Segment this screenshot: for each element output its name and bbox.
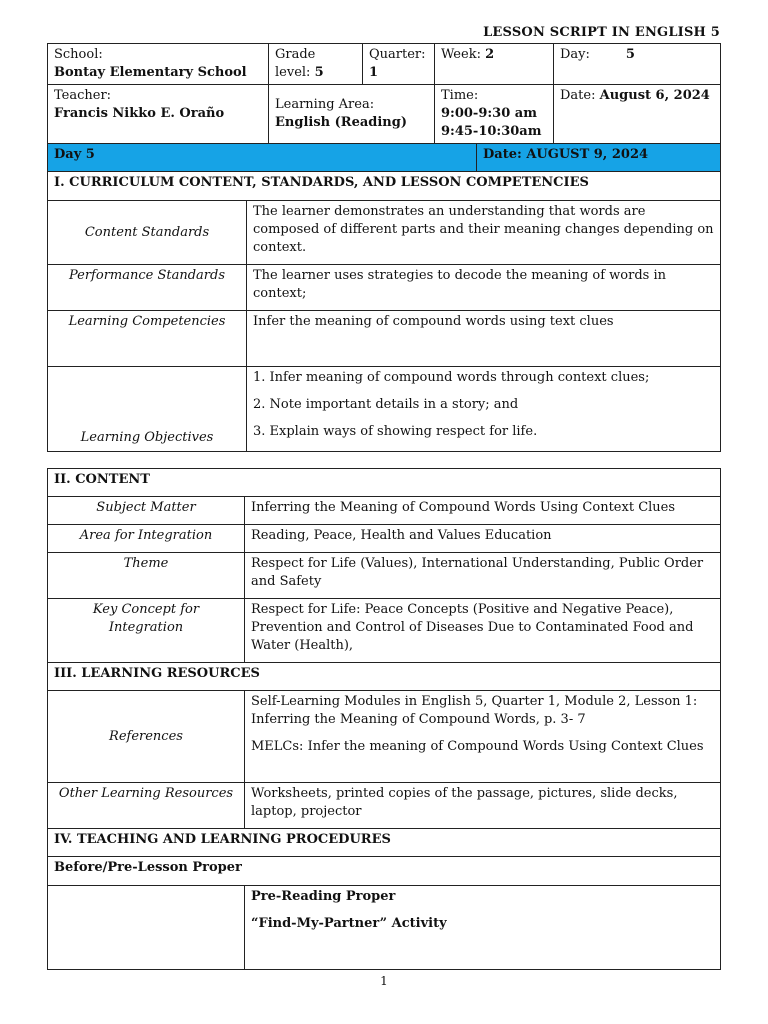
school-name: Bontay Elementary School	[54, 65, 247, 80]
day-cell: Day: 5	[554, 44, 721, 85]
section-heading: IV. TEACHING AND LEARNING PROCEDURES	[48, 829, 721, 857]
subject-matter-text: Inferring the Meaning of Compound Words Using Context Clues	[245, 497, 721, 525]
section-heading: II. CONTENT	[48, 469, 721, 497]
row-label: Area for Integration	[48, 525, 245, 553]
teacher-name: Francis Nikko E. Oraño	[54, 106, 225, 121]
references-text: Self-Learning Modules in English 5, Quarter 1, Module 2, Lesson 1: Inferring the Meaning of Compound Words, p. 3- 7 MELCs: Infer the meaning of Compound Words Using Context Clues	[245, 691, 721, 783]
quarter-cell: Quarter: 1	[363, 44, 435, 85]
objectives-list	[247, 367, 721, 452]
week-value: 2	[485, 47, 495, 62]
school-cell: School: Bontay Elementary School	[48, 44, 269, 85]
row-label: Learning Objectives	[48, 367, 247, 452]
row-label: Learning Competencies	[48, 311, 247, 367]
list-item: 2. Note important details in a story; and	[253, 397, 519, 412]
pre-reading-cell: Pre-Reading Proper “Find-My-Partner” Activity	[245, 886, 721, 970]
learning-area-cell: Learning Area: English (Reading)	[269, 85, 435, 144]
learning-area-value: English (Reading)	[275, 115, 407, 130]
grade-cell: Grade level: 5	[269, 44, 363, 85]
row-label: Key Concept for Integration	[48, 599, 245, 663]
section-heading: III. LEARNING RESOURCES	[48, 663, 721, 691]
content-standards-text: The learner demonstrates an understanding that words are composed of different parts and their meaning changes depending on context.	[247, 201, 721, 265]
day-banner: Day 5	[48, 144, 477, 172]
list-item: 3. Explain ways of showing respect for life.	[253, 424, 538, 439]
row-label: References	[48, 691, 245, 783]
row-label: Theme	[48, 553, 245, 599]
quarter-value: 1	[369, 65, 379, 80]
time-cell: Time: 9:00-9:30 am 9:45-10:30am	[435, 85, 554, 144]
document-title: LESSON SCRIPT IN ENGLISH 5	[483, 25, 720, 40]
week-cell: Week: 2	[435, 44, 554, 85]
list-item: 1. Infer meaning of compound words through context clues;	[253, 370, 650, 385]
row-label: Performance Standards	[48, 265, 247, 311]
competencies-text: Infer the meaning of compound words using text clues	[247, 311, 721, 367]
plan-date: Date: AUGUST 9, 2024	[477, 144, 721, 172]
other-resources-text: Worksheets, printed copies of the passage, pictures, slide decks, laptop, projector	[245, 783, 721, 829]
section-heading: I. CURRICULUM CONTENT, STANDARDS, AND LESSON COMPETENCIES	[48, 172, 721, 201]
day-value: 5	[625, 47, 635, 62]
date-cell: Date: August 6, 2024	[554, 85, 721, 144]
empty-label-cell	[48, 886, 245, 970]
theme-text: Respect for Life (Values), International Understanding, Public Order and Safety	[245, 553, 721, 599]
content-table	[47, 468, 721, 970]
grade-value: 5	[314, 65, 324, 80]
row-label: Content Standards	[48, 201, 247, 265]
curriculum-table	[47, 143, 721, 452]
teacher-cell: Teacher: Francis Nikko E. Oraño	[48, 85, 269, 144]
subsection-heading: Before/Pre-Lesson Proper	[48, 857, 721, 886]
row-label: Other Learning Resources	[48, 783, 245, 829]
integration-text: Reading, Peace, Health and Values Education	[245, 525, 721, 553]
page-number: 1	[380, 974, 388, 988]
header-table	[47, 43, 721, 144]
row-label: Subject Matter	[48, 497, 245, 525]
date-value: August 6, 2024	[599, 88, 710, 103]
key-concept-text: Respect for Life: Peace Concepts (Positive and Negative Peace), Prevention and Control of Diseases Due to Contaminated Food and Water (Health),	[245, 599, 721, 663]
performance-standards-text: The learner uses strategies to decode the meaning of words in context;	[247, 265, 721, 311]
